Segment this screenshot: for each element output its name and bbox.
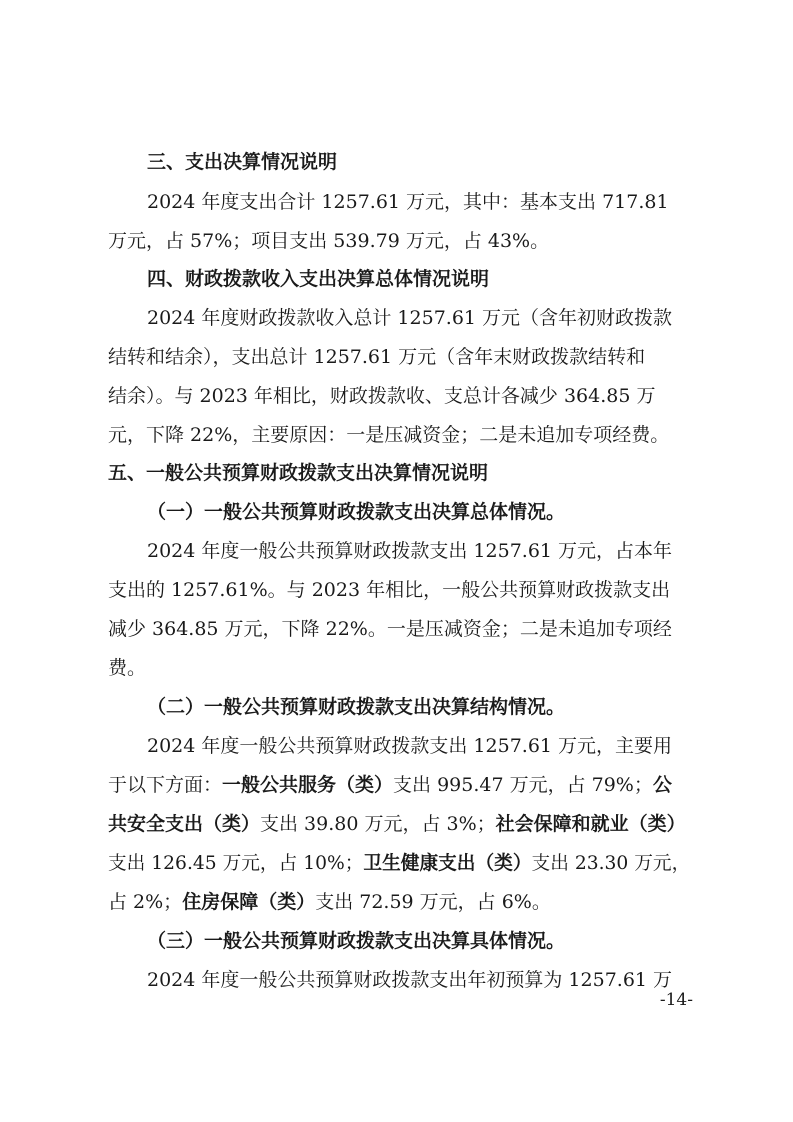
paragraph-line: 支出的 1257.61%。与 2023 年相比，一般公共预算财政拨款支出 xyxy=(108,579,671,601)
paragraph-line: 万元，占 57%；项目支出 539.79 万元，占 43%。 xyxy=(108,230,550,252)
page-number: -14- xyxy=(659,990,693,1010)
paragraph-line: 2024 年度财政拨款收入总计 1257.61 万元（含年初财政拨款 xyxy=(147,307,673,329)
paragraph-line: 2024 年度一般公共预算财政拨款支出 1257.61 万元，占本年 xyxy=(147,540,673,562)
paragraph-line: 费。 xyxy=(108,657,147,679)
section-5-heading: 五、一般公共预算财政拨款支出决算情况说明 xyxy=(108,462,489,484)
text-run: 支出 23.30 万元， xyxy=(531,852,691,874)
subsection-2-heading: （二）一般公共预算财政拨款支出决算结构情况。 xyxy=(147,696,566,718)
paragraph-line xyxy=(108,772,672,798)
paragraph-line: 结转和结余），支出总计 1257.61 万元（含年末财政拨款结转和 xyxy=(108,346,646,368)
paragraph-line: 2024 年度支出合计 1257.61 万元，其中：基本支出 717.81 xyxy=(147,191,669,213)
category-label: 卫生健康支出（类） xyxy=(363,852,532,874)
paragraph-line xyxy=(108,811,686,837)
section-3-heading: 三、支出决算情况说明 xyxy=(147,151,338,173)
paragraph-line: 2024 年度一般公共预算财政拨款支出年初预算为 1257.61 万 xyxy=(147,969,673,991)
category-label: 一般公共服务（类） xyxy=(222,774,394,796)
subsection-3-heading: （三）一般公共预算财政拨款支出决算具体情况。 xyxy=(147,930,566,952)
text-run: 于以下方面： xyxy=(108,774,223,796)
paragraph-line: 减少 364.85 万元，下降 22%。一是压减资金；二是未追加专项经 xyxy=(108,618,672,640)
text-run: 支出 72.59 万元，占 6%。 xyxy=(315,891,551,913)
text-run: 支出 39.80 万元，占 3%； xyxy=(260,813,496,835)
category-label: 住房保障（类） xyxy=(182,891,316,913)
category-label: 社会保障和就业（类） xyxy=(495,813,686,835)
subsection-1-heading: （一）一般公共预算财政拨款支出决算总体情况。 xyxy=(147,501,566,523)
category-label: 公 xyxy=(652,774,672,796)
text-run: 支出 126.45 万元，占 10%； xyxy=(108,852,364,874)
text-run: 占 2%； xyxy=(108,891,183,913)
paragraph-line xyxy=(108,850,690,876)
paragraph-line xyxy=(108,889,551,915)
category-label: 共安全支出（类） xyxy=(108,813,261,835)
section-4-heading: 四、财政拨款收入支出决算总体情况说明 xyxy=(147,268,490,290)
paragraph-line: 元，下降 22%，主要原因：一是压减资金；二是未追加专项经费。 xyxy=(108,424,670,446)
text-run: 支出 995.47 万元，占 79%； xyxy=(393,774,653,796)
paragraph-line: 2024 年度一般公共预算财政拨款支出 1257.61 万元，主要用 xyxy=(147,735,673,757)
paragraph-line: 结余）。与 2023 年相比，财政拨款收、支总计各减少 364.85 万 xyxy=(108,385,656,407)
